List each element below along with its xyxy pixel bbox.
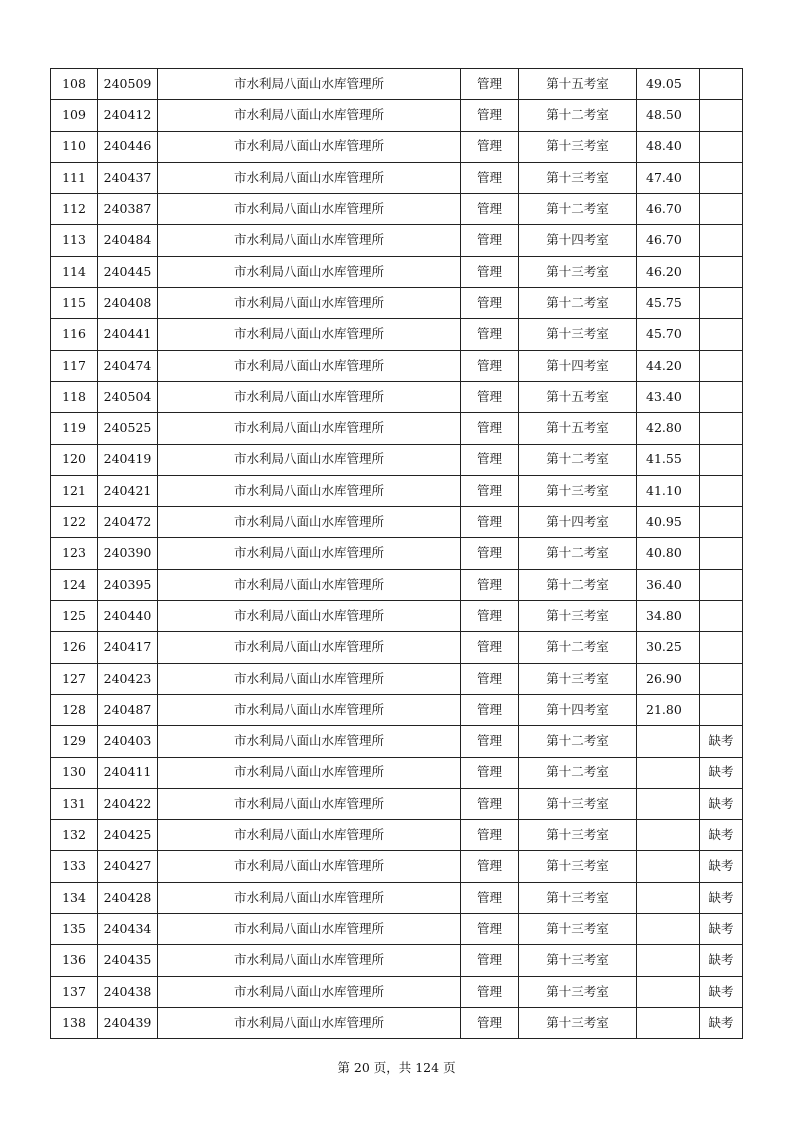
table-row: [51, 288, 743, 319]
cell-seq: 124: [51, 569, 98, 600]
cell-score: 47.40: [637, 162, 700, 193]
cell-exam-id: 240412: [98, 100, 158, 131]
cell-unit: 市水利局八面山水库管理所: [158, 1007, 461, 1038]
cell-score: [637, 757, 700, 788]
table-row: [51, 788, 743, 819]
table-row: [51, 381, 743, 412]
cell-seq: 135: [51, 914, 98, 945]
cell-note: [700, 538, 743, 569]
cell-post: 管理: [461, 381, 519, 412]
cell-note: [700, 256, 743, 287]
cell-exam-room: 第十二考室: [519, 288, 637, 319]
cell-note: [700, 350, 743, 381]
cell-seq: 130: [51, 757, 98, 788]
cell-unit: 市水利局八面山水库管理所: [158, 663, 461, 694]
cell-seq: 138: [51, 1007, 98, 1038]
cell-note: 缺考: [700, 788, 743, 819]
cell-exam-id: 240434: [98, 914, 158, 945]
table-row: [51, 69, 743, 100]
cell-seq: 134: [51, 882, 98, 913]
cell-note: 缺考: [700, 882, 743, 913]
cell-score: [637, 914, 700, 945]
table-row: [51, 601, 743, 632]
cell-unit: 市水利局八面山水库管理所: [158, 694, 461, 725]
table-row: [51, 538, 743, 569]
cell-post: 管理: [461, 162, 519, 193]
cell-note: [700, 413, 743, 444]
cell-seq: 121: [51, 475, 98, 506]
cell-post: 管理: [461, 601, 519, 632]
cell-seq: 125: [51, 601, 98, 632]
cell-exam-id: 240395: [98, 569, 158, 600]
cell-seq: 116: [51, 319, 98, 350]
cell-score: 40.95: [637, 507, 700, 538]
cell-post: 管理: [461, 757, 519, 788]
cell-unit: 市水利局八面山水库管理所: [158, 851, 461, 882]
cell-score: 48.50: [637, 100, 700, 131]
page-footer: 第 20 页，共 124 页: [337, 1060, 456, 1075]
cell-exam-room: 第十四考室: [519, 507, 637, 538]
cell-note: [700, 100, 743, 131]
cell-exam-id: 240438: [98, 976, 158, 1007]
table-row: [51, 945, 743, 976]
cell-post: 管理: [461, 820, 519, 851]
cell-score: [637, 820, 700, 851]
cell-exam-id: 240445: [98, 256, 158, 287]
cell-exam-room: 第十三考室: [519, 914, 637, 945]
cell-exam-room: 第十三考室: [519, 945, 637, 976]
cell-unit: 市水利局八面山水库管理所: [158, 381, 461, 412]
table-row: [51, 569, 743, 600]
cell-exam-room: 第十二考室: [519, 569, 637, 600]
table-row: [51, 413, 743, 444]
cell-exam-room: 第十四考室: [519, 350, 637, 381]
cell-unit: 市水利局八面山水库管理所: [158, 319, 461, 350]
cell-unit: 市水利局八面山水库管理所: [158, 507, 461, 538]
cell-exam-room: 第十三考室: [519, 820, 637, 851]
cell-unit: 市水利局八面山水库管理所: [158, 444, 461, 475]
cell-post: 管理: [461, 475, 519, 506]
table-row: [51, 851, 743, 882]
cell-post: 管理: [461, 288, 519, 319]
cell-score: 40.80: [637, 538, 700, 569]
cell-exam-room: 第十三考室: [519, 1007, 637, 1038]
cell-exam-id: 240484: [98, 225, 158, 256]
cell-note: [700, 319, 743, 350]
cell-exam-id: 240446: [98, 131, 158, 162]
cell-post: 管理: [461, 194, 519, 225]
cell-unit: 市水利局八面山水库管理所: [158, 69, 461, 100]
table-row: [51, 350, 743, 381]
table-row: [51, 256, 743, 287]
cell-score: 42.80: [637, 413, 700, 444]
cell-seq: 111: [51, 162, 98, 193]
cell-seq: 109: [51, 100, 98, 131]
cell-post: 管理: [461, 945, 519, 976]
cell-exam-room: 第十五考室: [519, 413, 637, 444]
cell-note: [700, 444, 743, 475]
cell-unit: 市水利局八面山水库管理所: [158, 225, 461, 256]
cell-exam-id: 240474: [98, 350, 158, 381]
cell-note: [700, 131, 743, 162]
table-row: [51, 726, 743, 757]
table-row: [51, 882, 743, 913]
cell-unit: 市水利局八面山水库管理所: [158, 413, 461, 444]
cell-score: 48.40: [637, 131, 700, 162]
cell-unit: 市水利局八面山水库管理所: [158, 820, 461, 851]
table-row: [51, 100, 743, 131]
cell-exam-id: 240441: [98, 319, 158, 350]
cell-unit: 市水利局八面山水库管理所: [158, 882, 461, 913]
cell-seq: 129: [51, 726, 98, 757]
cell-seq: 117: [51, 350, 98, 381]
cell-note: [700, 288, 743, 319]
cell-unit: 市水利局八面山水库管理所: [158, 194, 461, 225]
cell-seq: 113: [51, 225, 98, 256]
cell-exam-room: 第十三考室: [519, 475, 637, 506]
cell-exam-room: 第十四考室: [519, 694, 637, 725]
cell-seq: 131: [51, 788, 98, 819]
cell-score: 21.80: [637, 694, 700, 725]
cell-exam-room: 第十三考室: [519, 162, 637, 193]
cell-score: 49.05: [637, 69, 700, 100]
cell-note: 缺考: [700, 726, 743, 757]
table-row: [51, 820, 743, 851]
cell-post: 管理: [461, 694, 519, 725]
cell-post: 管理: [461, 131, 519, 162]
cell-score: [637, 945, 700, 976]
cell-exam-id: 240435: [98, 945, 158, 976]
cell-post: 管理: [461, 569, 519, 600]
cell-exam-room: 第十三考室: [519, 131, 637, 162]
cell-post: 管理: [461, 256, 519, 287]
cell-unit: 市水利局八面山水库管理所: [158, 256, 461, 287]
cell-exam-id: 240428: [98, 882, 158, 913]
cell-seq: 127: [51, 663, 98, 694]
cell-exam-id: 240423: [98, 663, 158, 694]
cell-post: 管理: [461, 726, 519, 757]
cell-unit: 市水利局八面山水库管理所: [158, 475, 461, 506]
cell-note: [700, 475, 743, 506]
cell-unit: 市水利局八面山水库管理所: [158, 976, 461, 1007]
cell-post: 管理: [461, 851, 519, 882]
table-row: [51, 507, 743, 538]
cell-exam-room: 第十五考室: [519, 381, 637, 412]
cell-exam-room: 第十五考室: [519, 69, 637, 100]
cell-score: 46.70: [637, 225, 700, 256]
cell-post: 管理: [461, 882, 519, 913]
table-row: [51, 914, 743, 945]
cell-exam-id: 240408: [98, 288, 158, 319]
cell-exam-room: 第十三考室: [519, 976, 637, 1007]
cell-seq: 136: [51, 945, 98, 976]
cell-score: 36.40: [637, 569, 700, 600]
cell-exam-id: 240419: [98, 444, 158, 475]
cell-exam-id: 240403: [98, 726, 158, 757]
cell-post: 管理: [461, 538, 519, 569]
cell-exam-id: 240525: [98, 413, 158, 444]
cell-seq: 115: [51, 288, 98, 319]
cell-seq: 108: [51, 69, 98, 100]
table-row: [51, 757, 743, 788]
table-row: [51, 663, 743, 694]
cell-note: 缺考: [700, 945, 743, 976]
cell-score: [637, 726, 700, 757]
cell-post: 管理: [461, 444, 519, 475]
cell-unit: 市水利局八面山水库管理所: [158, 538, 461, 569]
cell-post: 管理: [461, 319, 519, 350]
cell-seq: 132: [51, 820, 98, 851]
cell-note: 缺考: [700, 1007, 743, 1038]
cell-score: [637, 1007, 700, 1038]
cell-unit: 市水利局八面山水库管理所: [158, 632, 461, 663]
cell-exam-room: 第十二考室: [519, 100, 637, 131]
cell-unit: 市水利局八面山水库管理所: [158, 162, 461, 193]
cell-unit: 市水利局八面山水库管理所: [158, 726, 461, 757]
cell-seq: 112: [51, 194, 98, 225]
cell-note: [700, 162, 743, 193]
cell-note: [700, 69, 743, 100]
cell-score: 34.80: [637, 601, 700, 632]
cell-score: 41.10: [637, 475, 700, 506]
cell-exam-room: 第十三考室: [519, 256, 637, 287]
table-row: [51, 475, 743, 506]
cell-post: 管理: [461, 413, 519, 444]
cell-post: 管理: [461, 350, 519, 381]
cell-unit: 市水利局八面山水库管理所: [158, 569, 461, 600]
cell-score: [637, 788, 700, 819]
cell-seq: 123: [51, 538, 98, 569]
cell-post: 管理: [461, 976, 519, 1007]
cell-seq: 128: [51, 694, 98, 725]
cell-note: [700, 632, 743, 663]
cell-seq: 133: [51, 851, 98, 882]
cell-exam-id: 240411: [98, 757, 158, 788]
cell-score: 46.70: [637, 194, 700, 225]
cell-seq: 114: [51, 256, 98, 287]
table-row: [51, 162, 743, 193]
cell-exam-id: 240387: [98, 194, 158, 225]
cell-exam-id: 240472: [98, 507, 158, 538]
cell-unit: 市水利局八面山水库管理所: [158, 131, 461, 162]
cell-seq: 119: [51, 413, 98, 444]
score-table: [50, 68, 743, 1039]
cell-exam-id: 240437: [98, 162, 158, 193]
cell-note: [700, 694, 743, 725]
cell-unit: 市水利局八面山水库管理所: [158, 100, 461, 131]
cell-note: [700, 507, 743, 538]
cell-note: 缺考: [700, 976, 743, 1007]
cell-note: 缺考: [700, 851, 743, 882]
cell-exam-room: 第十三考室: [519, 788, 637, 819]
cell-unit: 市水利局八面山水库管理所: [158, 350, 461, 381]
cell-post: 管理: [461, 100, 519, 131]
cell-note: 缺考: [700, 914, 743, 945]
cell-note: [700, 663, 743, 694]
cell-exam-room: 第十三考室: [519, 851, 637, 882]
cell-note: 缺考: [700, 820, 743, 851]
cell-exam-room: 第十二考室: [519, 757, 637, 788]
table-row: [51, 976, 743, 1007]
cell-post: 管理: [461, 69, 519, 100]
cell-score: 44.20: [637, 350, 700, 381]
cell-exam-room: 第十四考室: [519, 225, 637, 256]
cell-exam-id: 240509: [98, 69, 158, 100]
cell-exam-room: 第十三考室: [519, 601, 637, 632]
cell-unit: 市水利局八面山水库管理所: [158, 757, 461, 788]
cell-exam-id: 240487: [98, 694, 158, 725]
cell-seq: 122: [51, 507, 98, 538]
cell-note: [700, 569, 743, 600]
cell-note: [700, 225, 743, 256]
cell-score: 43.40: [637, 381, 700, 412]
cell-seq: 137: [51, 976, 98, 1007]
cell-exam-id: 240504: [98, 381, 158, 412]
table-row: [51, 1007, 743, 1038]
cell-score: 45.70: [637, 319, 700, 350]
cell-note: [700, 601, 743, 632]
cell-post: 管理: [461, 507, 519, 538]
cell-exam-id: 240422: [98, 788, 158, 819]
cell-note: [700, 381, 743, 412]
cell-exam-room: 第十三考室: [519, 882, 637, 913]
cell-score: [637, 976, 700, 1007]
cell-exam-room: 第十二考室: [519, 194, 637, 225]
table-body: [51, 69, 743, 1039]
cell-post: 管理: [461, 632, 519, 663]
cell-exam-id: 240390: [98, 538, 158, 569]
cell-post: 管理: [461, 663, 519, 694]
cell-exam-room: 第十三考室: [519, 663, 637, 694]
table-row: [51, 694, 743, 725]
cell-unit: 市水利局八面山水库管理所: [158, 601, 461, 632]
cell-note: [700, 194, 743, 225]
cell-unit: 市水利局八面山水库管理所: [158, 945, 461, 976]
table-row: [51, 319, 743, 350]
cell-seq: 120: [51, 444, 98, 475]
cell-score: [637, 851, 700, 882]
cell-exam-room: 第十二考室: [519, 538, 637, 569]
cell-exam-id: 240417: [98, 632, 158, 663]
table-row: [51, 194, 743, 225]
cell-post: 管理: [461, 225, 519, 256]
cell-unit: 市水利局八面山水库管理所: [158, 788, 461, 819]
cell-post: 管理: [461, 914, 519, 945]
cell-exam-id: 240439: [98, 1007, 158, 1038]
cell-exam-room: 第十二考室: [519, 444, 637, 475]
cell-unit: 市水利局八面山水库管理所: [158, 914, 461, 945]
table-row: [51, 225, 743, 256]
cell-exam-room: 第十三考室: [519, 319, 637, 350]
cell-score: 41.55: [637, 444, 700, 475]
cell-score: 26.90: [637, 663, 700, 694]
cell-seq: 110: [51, 131, 98, 162]
cell-score: 45.75: [637, 288, 700, 319]
table-row: [51, 444, 743, 475]
cell-post: 管理: [461, 1007, 519, 1038]
cell-exam-id: 240440: [98, 601, 158, 632]
cell-exam-room: 第十二考室: [519, 632, 637, 663]
cell-seq: 126: [51, 632, 98, 663]
cell-note: 缺考: [700, 757, 743, 788]
cell-score: [637, 882, 700, 913]
cell-post: 管理: [461, 788, 519, 819]
cell-score: 46.20: [637, 256, 700, 287]
cell-exam-id: 240421: [98, 475, 158, 506]
cell-exam-id: 240425: [98, 820, 158, 851]
cell-unit: 市水利局八面山水库管理所: [158, 288, 461, 319]
cell-score: 30.25: [637, 632, 700, 663]
cell-seq: 118: [51, 381, 98, 412]
table-row: [51, 131, 743, 162]
table-row: [51, 632, 743, 663]
cell-exam-id: 240427: [98, 851, 158, 882]
cell-exam-room: 第十二考室: [519, 726, 637, 757]
